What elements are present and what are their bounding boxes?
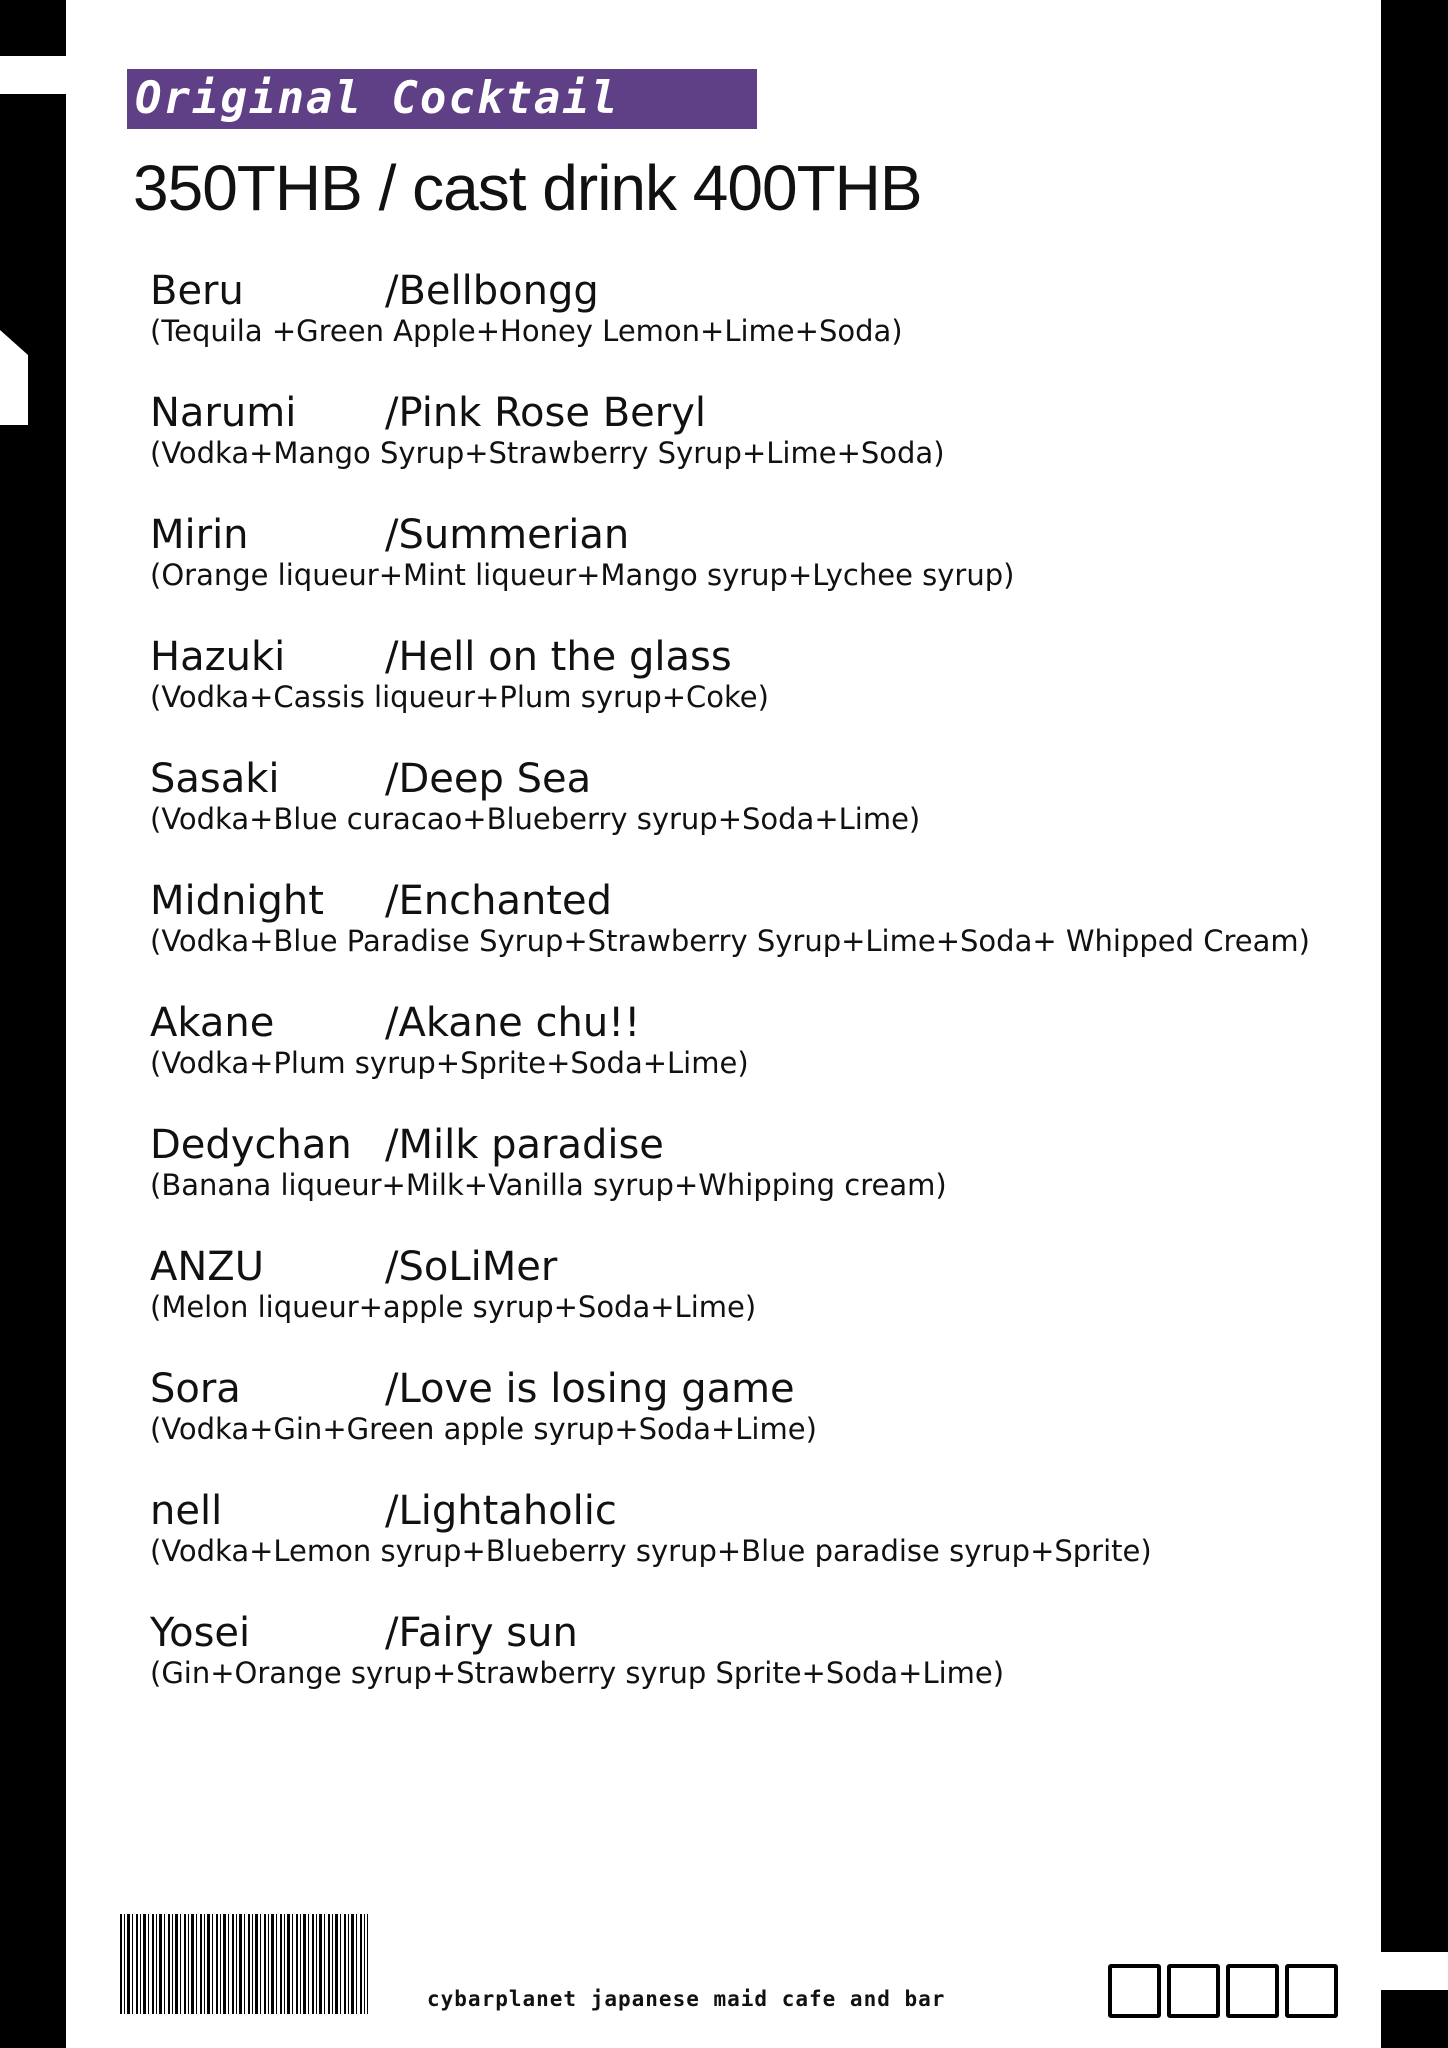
drink-item [150,878,1330,1000]
footer-tagline: cybarplanet japanese maid cafe and bar [427,1987,946,2011]
cast-name: Narumi [150,390,297,436]
cast-name: ANZU [150,1244,264,1290]
cast-name: Yosei [150,1610,251,1656]
frame-right-bottom-tab [1381,1990,1448,2048]
drink-name: /Fairy sun [385,1610,578,1656]
drink-item [150,1610,1330,1732]
cast-name: Beru [150,268,244,314]
drink-name: /Summerian [385,512,630,558]
drink-item [150,512,1330,634]
square-box [1108,1964,1161,2018]
drink-ingredients: (Vodka+Cassis liqueur+Plum syrup+Coke) [150,680,769,714]
drink-name: /Bellbongg [385,268,599,314]
drink-item [150,634,1330,756]
drink-name: /Akane chu!! [385,1000,641,1046]
drink-ingredients: (Tequila +Green Apple+Honey Lemon+Lime+Soda) [150,314,903,348]
drink-ingredients: (Vodka+Gin+Green apple syrup+Soda+Lime) [150,1412,817,1446]
drink-name: /Pink Rose Beryl [385,390,706,436]
menu-section-badge: Original Cocktail [127,69,757,129]
drink-ingredients: (Orange liqueur+Mint liqueur+Mango syrup+Lychee syrup) [150,558,1015,592]
drink-ingredients: (Vodka+Lemon syrup+Blueberry syrup+Blue paradise syrup+Sprite) [150,1534,1152,1568]
drink-ingredients: (Banana liqueur+Milk+Vanilla syrup+Whipping cream) [150,1168,947,1202]
drink-item [150,1488,1330,1610]
drink-item [150,268,1330,390]
footer-squares [1108,1964,1338,2018]
drink-list [150,268,1330,1732]
cast-name: Mirin [150,512,249,558]
drink-ingredients: (Vodka+Blue Paradise Syrup+Strawberry Syrup+Lime+Soda+ Whipped Cream) [150,924,1310,958]
drink-ingredients: (Melon liqueur+apple syrup+Soda+Lime) [150,1290,757,1324]
square-box [1226,1964,1279,2018]
cast-name: Dedychan [150,1122,352,1168]
drink-item [150,1000,1330,1122]
square-box [1167,1964,1220,2018]
drink-name: /Love is losing game [385,1366,795,1412]
cast-name: Akane [150,1000,275,1046]
drink-item [150,1122,1330,1244]
drink-ingredients: (Vodka+Mango Syrup+Strawberry Syrup+Lime+Soda) [150,436,945,470]
drink-ingredients: (Gin+Orange syrup+Strawberry syrup Sprite+Soda+Lime) [150,1656,1005,1690]
frame-top-left-tab [0,0,66,56]
drink-name: /Hell on the glass [385,634,732,680]
drink-item [150,390,1330,512]
drink-name: /Milk paradise [385,1122,664,1168]
drink-item [150,1366,1330,1488]
drink-ingredients: (Vodka+Plum syrup+Sprite+Soda+Lime) [150,1046,749,1080]
drink-name: /Deep Sea [385,756,592,802]
drink-name: /Lightaholic [385,1488,617,1534]
square-box [1285,1964,1338,2018]
cast-name: Sora [150,1366,241,1412]
cast-name: Sasaki [150,756,280,802]
cast-name: nell [150,1488,223,1534]
price-line: 350THB / cast drink 400THB [133,152,922,224]
barcode-icon [120,1914,368,2014]
cast-name: Hazuki [150,634,286,680]
drink-item [150,756,1330,878]
drink-item [150,1244,1330,1366]
drink-name: /SoLiMer [385,1244,558,1290]
drink-name: /Enchanted [385,878,612,924]
frame-left-bottom [0,1744,66,2048]
cast-name: Midnight [150,878,324,924]
drink-ingredients: (Vodka+Blue curacao+Blueberry syrup+Soda+Lime) [150,802,921,836]
